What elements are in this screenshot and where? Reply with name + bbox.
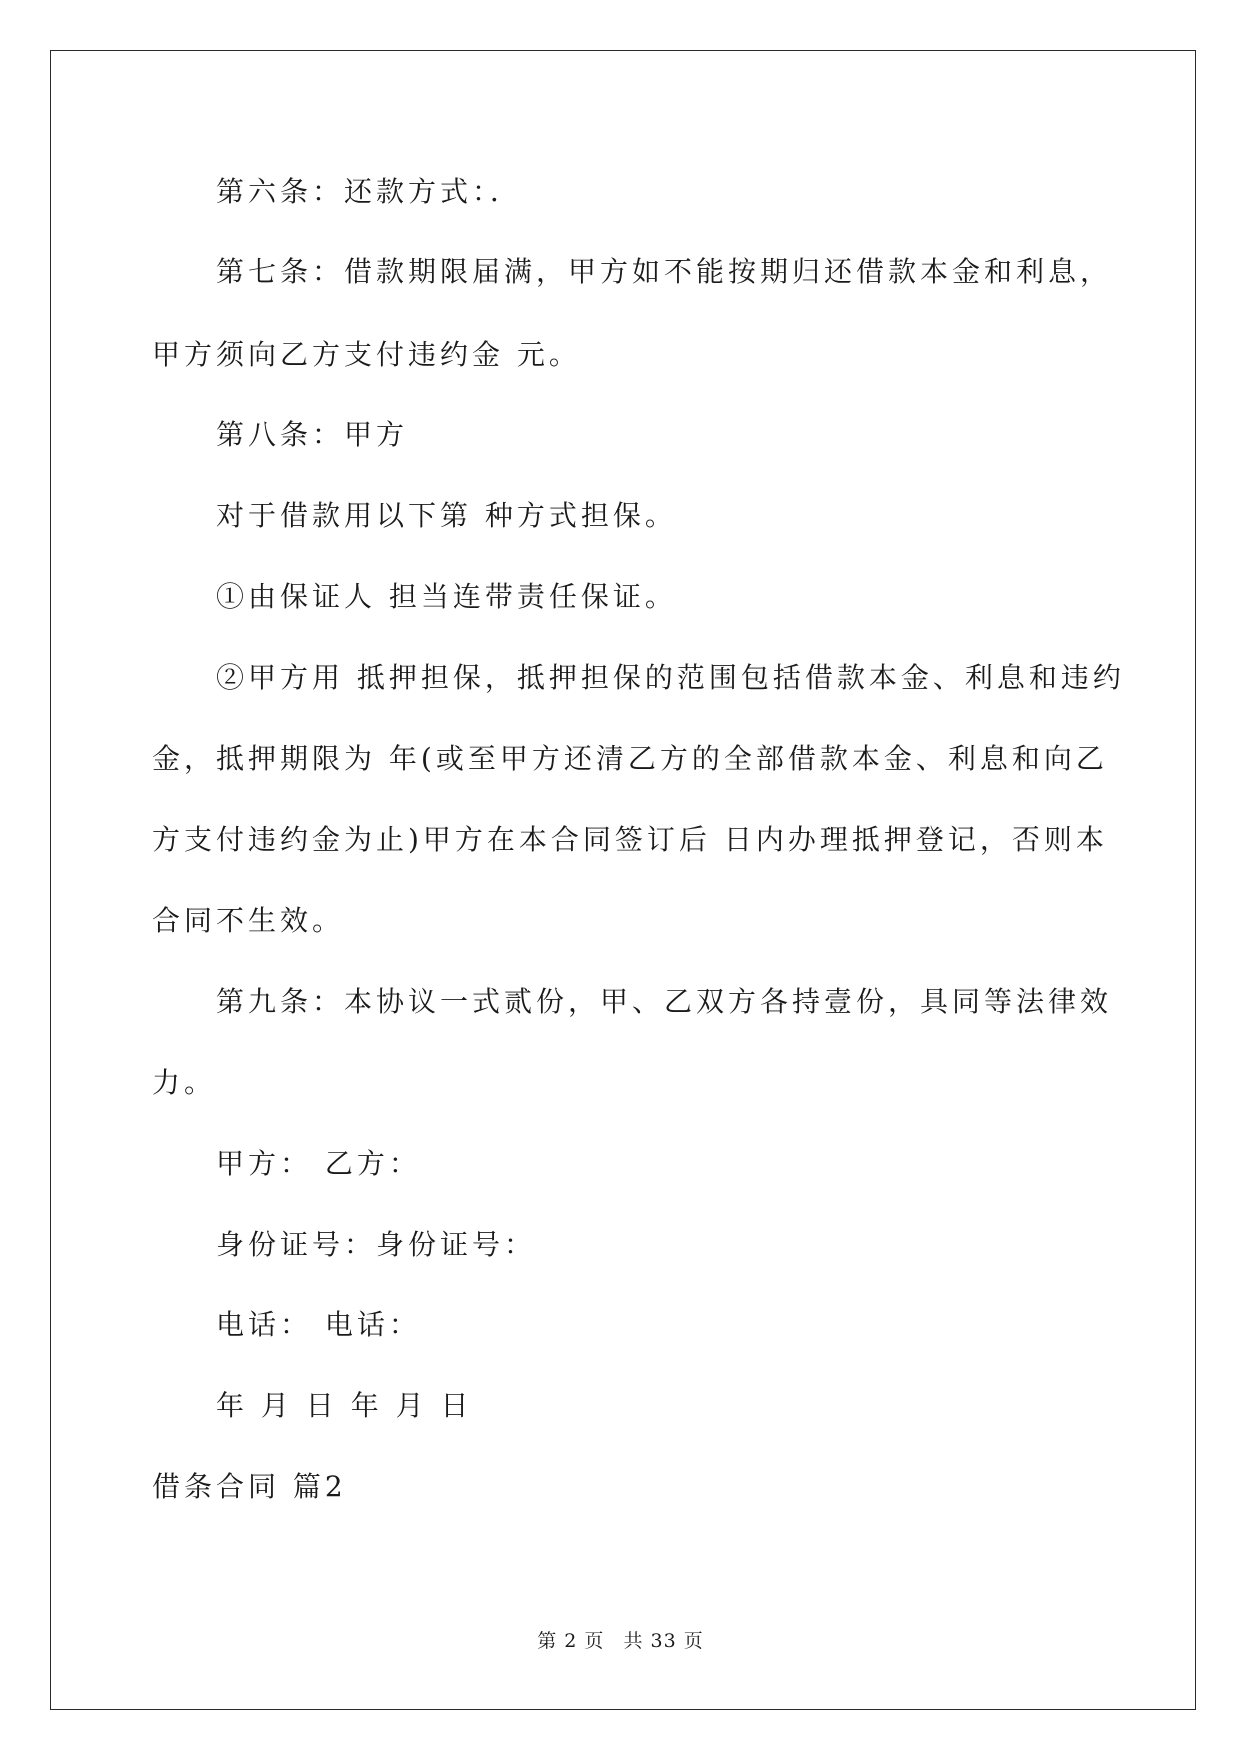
id-number-fields: 身份证号：身份证号： [216, 1228, 537, 1261]
clause-7-line-1: 第七条：借款期限届满，甲方如不能按期归还借款本金和利息， [216, 255, 1113, 288]
guarantee-method: 对于借款用以下第 种方式担保。 [216, 499, 677, 532]
phone-fields: 电话： 电话： [216, 1308, 421, 1341]
guarantee-option-1: ①由保证人 担当连带责任保证。 [216, 580, 677, 613]
clause-6: 第六条：还款方式：． [216, 175, 523, 208]
guarantee-option-2-line-1: ②甲方用 抵押担保，抵押担保的范围包括借款本金、利息和违约 [216, 661, 1125, 694]
guarantee-option-2-line-4: 合同不生效。 [152, 904, 345, 937]
guarantee-option-2-line-3: 方支付违约金为止)甲方在本合同签订后 日内办理抵押登记，否则本 [152, 823, 1108, 856]
clause-8: 第八条：甲方 [216, 418, 409, 451]
guarantee-option-2-line-2: 金，抵押期限为 年(或至甲方还清乙方的全部借款本金、利息和向乙 [152, 742, 1108, 775]
section-heading: 借条合同 篇2 [152, 1470, 347, 1503]
date-fields: 年 月 日 年 月 日 [216, 1389, 473, 1422]
page-current: 第 2 页 [537, 1630, 605, 1652]
page-total: 共 33 页 [623, 1630, 704, 1652]
page-footer [0, 1626, 1241, 1653]
clause-7-line-2: 甲方须向乙方支付违约金 元。 [152, 338, 581, 371]
party-signatures: 甲方： 乙方： [216, 1147, 421, 1180]
clause-9-line-1: 第九条：本协议一式贰份，甲、乙双方各持壹份，具同等法律效 [216, 985, 1113, 1018]
page-border [50, 50, 1196, 1710]
clause-9-line-2: 力。 [152, 1066, 217, 1099]
